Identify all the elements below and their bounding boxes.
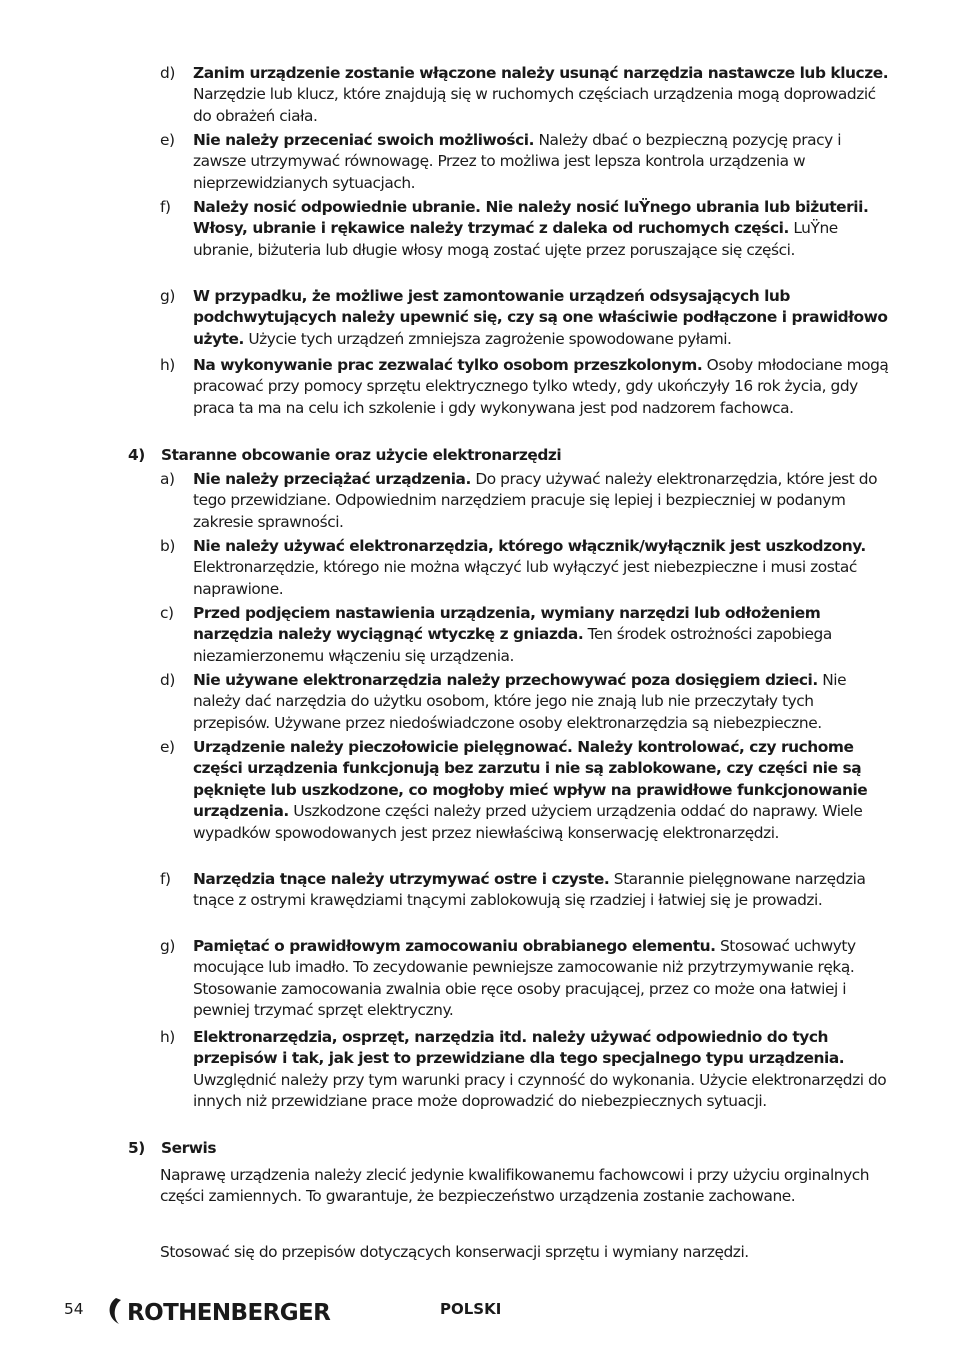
item-text: Starannie pielęgnowane narzędzia tnące z ostrymi krawędziami tnącymi zablokowują się rzadziej i łatwiej się je prowadzi. bbox=[193, 870, 866, 910]
safety-item bbox=[160, 603, 890, 667]
item-letter: g) bbox=[160, 287, 175, 305]
item-text: Ten środek ostrożności zapobiega niezamierzonemu włączeniu się urządzenia. bbox=[193, 625, 832, 665]
item-heading: Należy nosić odpowiednie ubranie. Nie należy nosić luŸnego ubrania lub biżuterii. Włosy, ubranie i rękawice należy trzymać z daleka od ruchomych części. bbox=[193, 198, 869, 238]
item-text: Elektronarzędzie, którego nie można włączyć lub wyłączyć jest niebezpieczne i musi zostać naprawione. bbox=[193, 558, 857, 598]
item-letter: h) bbox=[160, 1028, 175, 1046]
service-paragraph: Naprawę urządzenia należy zlecić jedynie kwalifikowanemu fachowcowi i przy użyciu orginalnych części zamiennych. To gwarantuje, że bezpieczeństwo urządzenia zostanie zachowane. bbox=[160, 1166, 870, 1206]
item-text: Do pracy używać należy elektronarzędzia, które jest do tego przewidziane. Odpowiednim narzędziem pracuje się lepiej i bezpieczniej w podanym zakresie sprawności. bbox=[193, 470, 878, 531]
safety-item bbox=[160, 1027, 890, 1113]
section-title: Staranne obcowanie oraz użycie elektronarzędzi bbox=[161, 446, 562, 464]
safety-item bbox=[160, 469, 890, 533]
item-letter: d) bbox=[160, 671, 175, 689]
item-text: Narzędzie lub klucz, które znajdują się w ruchomych częściach urządzenia mogą doprowadzić do obrażeń ciała. bbox=[193, 85, 876, 125]
item-heading: Elektronarzędzia, osprzęt, narzędzia itd. należy używać odpowiednio do tych przepisów i tak, jak jest to przewidziane dla tego specjalnego typu urządzenia. bbox=[193, 1028, 845, 1068]
safety-item bbox=[160, 130, 890, 194]
safety-item bbox=[160, 536, 890, 600]
logo-swoosh-icon bbox=[110, 1298, 121, 1324]
language-label: POLSKI bbox=[440, 1300, 502, 1318]
item-text: Uszkodzone części należy przed użyciem urządzenia oddać do naprawy. Wiele wypadków spowodowanych jest przez niewłaściwą konserwację elektronarzędzi. bbox=[193, 802, 863, 842]
item-text: Osoby młodociane mogą pracować przy pomocy sprzętu elektrycznego tylko wtedy, gdy ukończyły 16 rok życia, gdy praca ta ma na celu ich szkolenie i gdy wykonywana jest pod nadzorem fachowca. bbox=[193, 356, 889, 417]
item-text: Uwzględnić należy przy tym warunki pracy i czynność do wykonania. Użycie elektronarzędzi do innych niż przewidziane prace może doprowadzić do niebezpiecznych sytuacji. bbox=[193, 1070, 887, 1111]
page-number: 54 bbox=[64, 1300, 84, 1318]
item-letter: h) bbox=[160, 356, 175, 374]
safety-item bbox=[160, 63, 890, 127]
item-heading: Zanim urządzenie zostanie włączone należy usunąć narzędzia nastawcze lub klucze. bbox=[193, 64, 889, 82]
item-letter: e) bbox=[160, 131, 175, 149]
safety-item bbox=[160, 869, 890, 912]
item-heading: Urządzenie należy pieczołowicie pielęgnować. Należy kontrolować, czy ruchome części urządzenia funkcjonują bez zarzutu i nie są zablokowane, czy części nie są pęknięte lub uszkodzone, co mogłoby mieć wpływ na prawidłowe funkcjonowanie urządzenia. bbox=[193, 738, 868, 821]
item-letter: c) bbox=[160, 604, 174, 622]
item-text: Użycie tych urządzeń zmniejsza zagrożenie spowodowane pyłami. bbox=[243, 329, 732, 348]
item-heading: Na wykonywanie prac zezwalać tylko osobom przeszkolonym. bbox=[193, 356, 703, 374]
item-letter: d) bbox=[160, 64, 175, 82]
item-text: LuŸne ubranie, biżuteria lub długie włosy mogą zostać ujęte przez poruszające się części. bbox=[193, 219, 838, 259]
item-letter: g) bbox=[160, 937, 175, 955]
item-letter: e) bbox=[160, 738, 175, 756]
item-letter: f) bbox=[160, 870, 171, 888]
page-footer bbox=[0, 1290, 954, 1330]
item-heading: Nie należy używać elektronarzędzia, którego włącznik/wyłącznik jest uszkodzony. bbox=[193, 537, 866, 555]
safety-item bbox=[160, 737, 890, 844]
item-heading: Nie należy przeciążać urządzenia. bbox=[193, 470, 471, 488]
rothenberger-logo bbox=[103, 1294, 353, 1326]
item-heading: Nie należy przeceniać swoich możliwości. bbox=[193, 131, 535, 149]
item-letter: b) bbox=[160, 537, 175, 555]
logo-brand-text: ROTHENBERGER bbox=[127, 1300, 331, 1326]
item-text: Nie należy dać narzędzia do użytku osobom, które jego nie znają lub nie przeczytały tych przepisów. Używane przez niedoświadczone osoby elektronarzędzia są niebezpieczne. bbox=[193, 671, 847, 732]
safety-item bbox=[160, 355, 890, 419]
item-letter: f) bbox=[160, 198, 171, 216]
item-heading: Nie używane elektronarzędzia należy przechowywać poza dosięgiem dzieci. bbox=[193, 671, 818, 689]
service-paragraph: Stosować się do przepisów dotyczących konserwacji sprzętu i wymiany narzędzi. bbox=[160, 1243, 749, 1261]
section-number: 4) bbox=[128, 446, 145, 464]
item-text: Należy dbać o bezpieczną pozycję pracy i zawsze utrzymywać równowagę. Przez to możliwa jest lepsza kontrola urządzenia w nieprzewidzianych sytuacjach. bbox=[193, 131, 842, 192]
item-text: Stosować uchwyty mocujące lub imadło. To zecydowanie pewniejsze zamocowanie niż przytrzymywanie ręką. Stosowanie zamocowania zwalnia obie ręce osoby pracującej, przez co może ona łatwiej i pewniej trzymać sprzęt elektryczny. bbox=[193, 937, 856, 1020]
safety-item bbox=[160, 286, 890, 350]
item-letter: a) bbox=[160, 470, 175, 488]
safety-item bbox=[160, 197, 890, 261]
item-heading: Pamiętać o prawidłowym zamocowaniu obrabianego elementu. bbox=[193, 937, 716, 955]
item-heading: W przypadku, że możliwe jest zamontowanie urządzeń odsysających lub podchwytujących należy upewnić się, czy są one właściwie podłączone i prawidłowo użyte. bbox=[193, 287, 888, 348]
safety-item bbox=[160, 936, 890, 1022]
item-heading: Przed podjęciem nastawienia urządzenia, wymiany narzędzi lub odłożeniem narzędzia należy wyciągnąć wtyczkę z gniazda. bbox=[193, 604, 821, 644]
item-heading: Narzędzia tnące należy utrzymywać ostre i czyste. bbox=[193, 870, 610, 888]
section-title: Serwis bbox=[161, 1139, 217, 1157]
safety-item bbox=[160, 670, 890, 734]
section-number: 5) bbox=[128, 1139, 145, 1157]
